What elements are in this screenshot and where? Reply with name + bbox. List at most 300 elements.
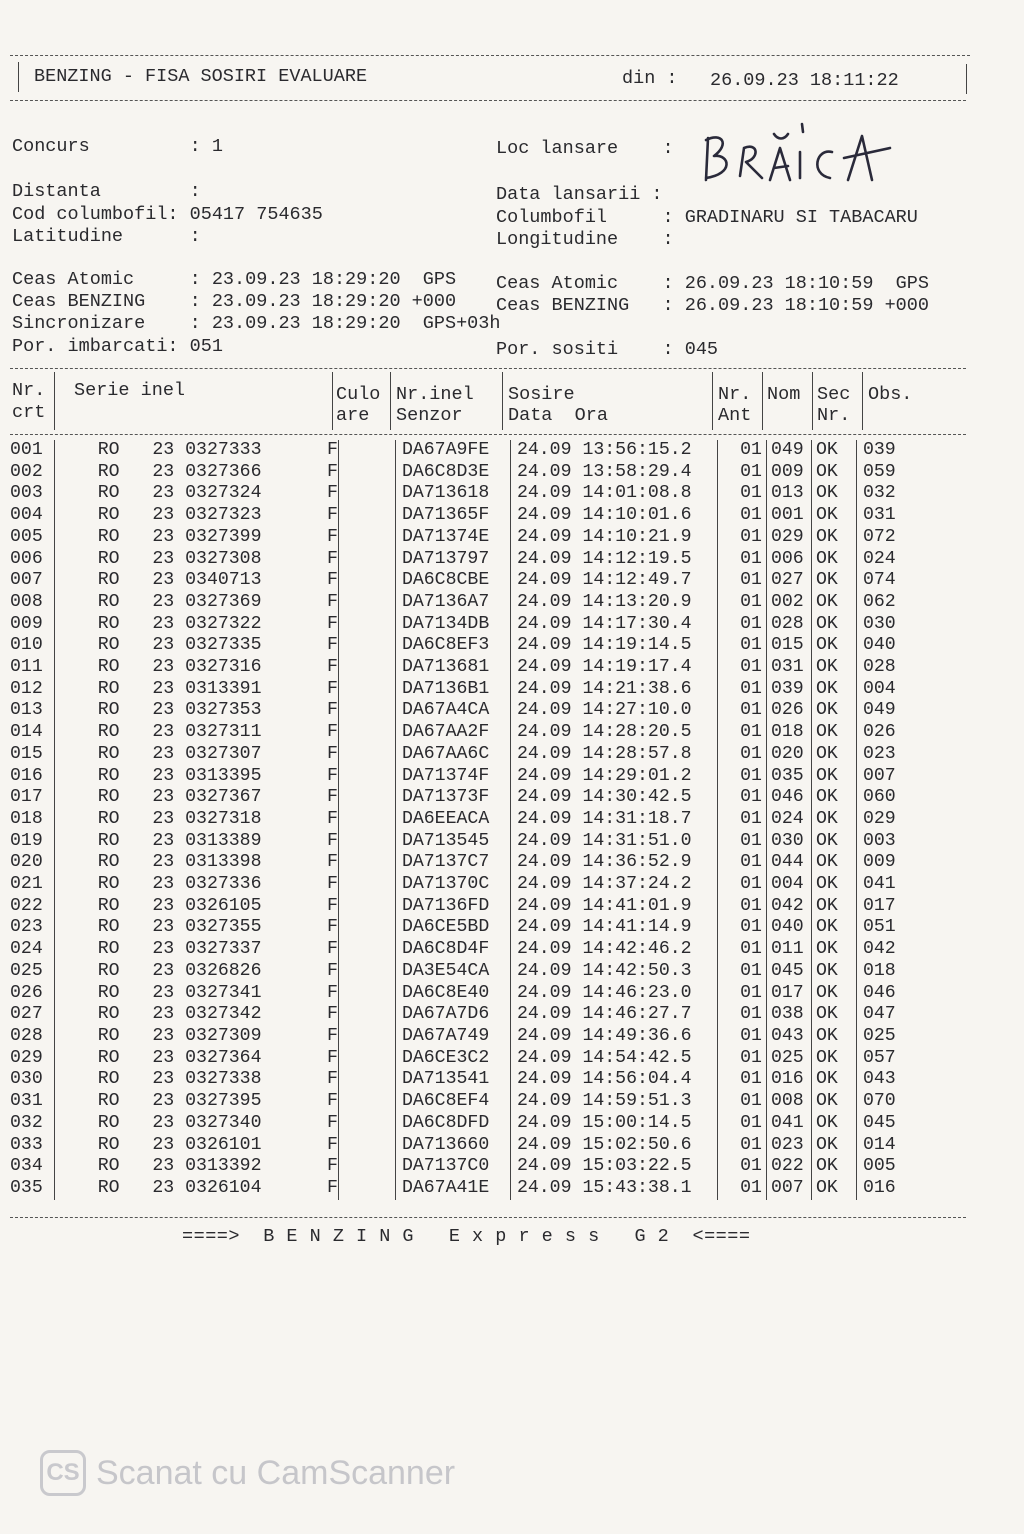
- row-tara: RO: [97, 613, 120, 634]
- row-sec: OK: [811, 917, 856, 939]
- row-culoare: [338, 744, 395, 766]
- row-nom: 029: [766, 527, 811, 549]
- row-ora: 14:12:19.5: [582, 548, 692, 569]
- table-bottom-border: [10, 1217, 966, 1218]
- row-nr: 017: [10, 787, 43, 808]
- row-data: 24.09: [516, 1156, 572, 1177]
- row-serie-inel: [65, 1178, 338, 1200]
- row-ant: 01: [717, 657, 766, 679]
- row-nr: 023: [10, 917, 43, 938]
- row-ant: 01: [717, 614, 766, 636]
- row-ant: 01: [717, 505, 766, 527]
- row-data: 24.09: [516, 960, 572, 981]
- row-data: 24.09: [516, 1091, 572, 1112]
- row-data: 24.09: [516, 635, 572, 656]
- row-ora: 14:19:17.4: [582, 657, 692, 678]
- table-row: [10, 809, 923, 831]
- row-data: 24.09: [516, 939, 572, 960]
- row-culoare: [338, 831, 395, 853]
- row-serie-inel: [65, 505, 338, 527]
- row-senzor: DA71374E: [395, 527, 510, 549]
- row-ant: 01: [717, 635, 766, 657]
- row-obs: 074: [856, 570, 923, 592]
- row-sex: F: [327, 765, 338, 786]
- col-nr-inel: Nr.inel: [396, 384, 474, 405]
- row-inel: 0327338: [185, 1069, 262, 1090]
- row-tara: RO: [97, 657, 120, 678]
- row-nom: 020: [766, 744, 811, 766]
- row-senzor: DA67A41E: [395, 1178, 510, 1200]
- camscanner-logo-icon: CS: [40, 1450, 86, 1496]
- row-tara: RO: [97, 874, 120, 895]
- row-sex: F: [327, 678, 338, 699]
- row-nom: 007: [766, 1178, 811, 1200]
- row-sosire: [510, 787, 717, 809]
- row-senzor: DA713681: [395, 657, 510, 679]
- row-culoare: [338, 505, 395, 527]
- row-nom: 040: [766, 917, 811, 939]
- row-obs: 051: [856, 917, 923, 939]
- row-inel: 0326101: [185, 1134, 262, 1155]
- row-obs: 023: [856, 744, 923, 766]
- row-ant: 01: [717, 700, 766, 722]
- row-data: 24.09: [516, 1134, 572, 1155]
- row-sex: F: [327, 505, 338, 526]
- row-sep: [55, 549, 66, 571]
- row-obs: 045: [856, 1113, 923, 1135]
- col-nr-ant-top: Nr.: [718, 384, 752, 405]
- row-an: 23: [152, 1025, 175, 1046]
- row-sex: F: [327, 895, 338, 916]
- row-sec: OK: [811, 549, 856, 571]
- row-ant: 01: [717, 1091, 766, 1113]
- header-sep-8: [862, 372, 863, 430]
- row-ora: 14:42:46.2: [582, 939, 692, 960]
- row-inel: 0327323: [185, 505, 262, 526]
- row-sec: OK: [811, 852, 856, 874]
- row-an: 23: [152, 917, 175, 938]
- row-sec: OK: [811, 961, 856, 983]
- row-senzor: DA713797: [395, 549, 510, 571]
- row-sec: OK: [811, 700, 856, 722]
- header-sep-3: [390, 372, 391, 430]
- row-inel: 0327399: [185, 526, 262, 547]
- col-crt: crt: [12, 402, 46, 423]
- row-sep: [55, 1113, 66, 1135]
- row-obs: 047: [856, 1004, 923, 1026]
- row-obs: 009: [856, 852, 923, 874]
- row-tara: RO: [97, 960, 120, 981]
- row-data: 24.09: [516, 461, 572, 482]
- row-nom: 031: [766, 657, 811, 679]
- row-obs: 072: [856, 527, 923, 549]
- row-an: 23: [152, 765, 175, 786]
- row-ant: 01: [717, 831, 766, 853]
- row-sep: [55, 787, 66, 809]
- columbofil-line: Columbofil : GRADINARU SI TABACARU: [496, 207, 918, 228]
- table-row: [10, 679, 923, 701]
- row-data: 24.09: [516, 570, 572, 591]
- distanta-line: Distanta :: [12, 181, 201, 202]
- row-sep: [55, 505, 66, 527]
- row-nom: 001: [766, 505, 811, 527]
- row-data: 24.09: [516, 722, 572, 743]
- row-sep: [55, 1156, 66, 1178]
- table-row: [10, 527, 923, 549]
- row-sex: F: [327, 440, 338, 460]
- row-tara: RO: [97, 461, 120, 482]
- row-sosire: [510, 570, 717, 592]
- row-nom: 004: [766, 874, 811, 896]
- row-sex: F: [327, 591, 338, 612]
- table-row: [10, 614, 923, 636]
- row-serie-inel: [65, 1048, 338, 1070]
- row-sex: F: [327, 635, 338, 656]
- row-sosire: [510, 462, 717, 484]
- row-tara: RO: [97, 526, 120, 547]
- row-senzor: DA713660: [395, 1135, 510, 1157]
- row-an: 23: [152, 1004, 175, 1025]
- row-obs: 043: [856, 1069, 923, 1091]
- row-serie-inel: [65, 983, 338, 1005]
- row-culoare: [338, 635, 395, 657]
- row-data: 24.09: [516, 787, 572, 808]
- row-culoare: [338, 592, 395, 614]
- data-lansarii-line: Data lansarii :: [496, 184, 663, 205]
- row-ant: 01: [717, 1178, 766, 1200]
- row-obs: 046: [856, 983, 923, 1005]
- row-tara: RO: [97, 635, 120, 656]
- row-nom: 015: [766, 635, 811, 657]
- row-sex: F: [327, 570, 338, 591]
- row-ant: 01: [717, 440, 766, 462]
- row-inel: 0327340: [185, 1112, 262, 1133]
- row-nom: 046: [766, 787, 811, 809]
- row-ant: 01: [717, 787, 766, 809]
- row-ora: 14:59:51.3: [582, 1091, 692, 1112]
- row-nr: 025: [10, 960, 43, 981]
- row-tara: RO: [97, 591, 120, 612]
- row-sec: OK: [811, 722, 856, 744]
- row-nom: 028: [766, 614, 811, 636]
- row-serie-inel: [65, 1004, 338, 1026]
- table-row: [10, 1156, 923, 1178]
- row-an: 23: [152, 440, 175, 460]
- row-ora: 13:56:15.2: [582, 440, 692, 460]
- row-an: 23: [152, 1177, 175, 1198]
- row-sosire: [510, 874, 717, 896]
- row-serie-inel: [65, 852, 338, 874]
- row-data: 24.09: [516, 765, 572, 786]
- row-senzor: DA67A9FE: [395, 440, 510, 462]
- row-sosire: [510, 1135, 717, 1157]
- row-inel: 0340713: [185, 570, 262, 591]
- row-sec: OK: [811, 1178, 856, 1200]
- row-sep: [55, 700, 66, 722]
- row-data: 24.09: [516, 548, 572, 569]
- row-tara: RO: [97, 678, 120, 699]
- row-ora: 14:28:57.8: [582, 743, 692, 764]
- row-ora: 15:02:50.6: [582, 1134, 692, 1155]
- row-senzor: DA6C8CBE: [395, 570, 510, 592]
- row-sosire: [510, 1026, 717, 1048]
- row-nr: 027: [10, 1004, 43, 1025]
- row-nr: 028: [10, 1025, 43, 1046]
- row-ora: 14:31:18.7: [582, 808, 692, 829]
- row-culoare: [338, 983, 395, 1005]
- row-serie-inel: [65, 874, 338, 896]
- row-inel: 0327341: [185, 982, 262, 1003]
- row-an: 23: [152, 722, 175, 743]
- row-inel: 0327342: [185, 1004, 262, 1025]
- row-data: 24.09: [516, 1004, 572, 1025]
- cod-columbofil-line: Cod columbofil: 05417 754635: [12, 204, 323, 225]
- row-sosire: [510, 700, 717, 722]
- row-serie-inel: [65, 917, 338, 939]
- row-serie-inel: [65, 766, 338, 788]
- row-sex: F: [327, 830, 338, 851]
- row-nr: 011: [10, 657, 43, 678]
- col-nr: Nr.: [12, 380, 46, 401]
- row-nom: 045: [766, 961, 811, 983]
- row-nr: 007: [10, 570, 43, 591]
- col-nom: Nom: [767, 384, 801, 405]
- por-imbarcati-line: Por. imbarcati: 051: [12, 336, 223, 357]
- row-sep: [55, 1069, 66, 1091]
- row-sep: [55, 961, 66, 983]
- row-tara: RO: [97, 1177, 120, 1198]
- row-sep: [55, 831, 66, 853]
- title-right-border: [966, 64, 967, 94]
- row-an: 23: [152, 743, 175, 764]
- row-sep: [55, 809, 66, 831]
- row-an: 23: [152, 830, 175, 851]
- row-sex: F: [327, 700, 338, 721]
- row-inel: 0327308: [185, 548, 262, 569]
- row-sep: [55, 939, 66, 961]
- row-an: 23: [152, 895, 175, 916]
- row-senzor: DA7136B1: [395, 679, 510, 701]
- row-senzor: DA6EEACA: [395, 809, 510, 831]
- row-sosire: [510, 1091, 717, 1113]
- row-serie-inel: [65, 722, 338, 744]
- row-culoare: [338, 809, 395, 831]
- row-nom: 016: [766, 1069, 811, 1091]
- row-sosire: [510, 809, 717, 831]
- row-sex: F: [327, 548, 338, 569]
- row-obs: 018: [856, 961, 923, 983]
- row-sec: OK: [811, 527, 856, 549]
- row-senzor: DA6C8DFD: [395, 1113, 510, 1135]
- sincronizare-line: Sincronizare : 23.09.23 18:29:20 GPS+03h: [12, 313, 501, 334]
- row-nr: 030: [10, 1069, 43, 1090]
- row-nom: 030: [766, 831, 811, 853]
- row-an: 23: [152, 678, 175, 699]
- row-data: 24.09: [516, 874, 572, 895]
- row-ora: 14:12:49.7: [582, 570, 692, 591]
- row-data: 24.09: [516, 657, 572, 678]
- row-tara: RO: [97, 1156, 120, 1177]
- header-sep-5: [712, 372, 713, 430]
- row-nr: 033: [10, 1134, 43, 1155]
- header-sep-6: [762, 372, 763, 430]
- row-culoare: [338, 1026, 395, 1048]
- row-serie-inel: [65, 614, 338, 636]
- row-sosire: [510, 896, 717, 918]
- row-data: 24.09: [516, 678, 572, 699]
- row-sec: OK: [811, 787, 856, 809]
- row-inel: 0327336: [185, 874, 262, 895]
- row-sep: [55, 570, 66, 592]
- table-row: [10, 440, 923, 462]
- row-obs: 029: [856, 809, 923, 831]
- row-ant: 01: [717, 917, 766, 939]
- row-senzor: DA7136A7: [395, 592, 510, 614]
- row-inel: 0313398: [185, 852, 262, 873]
- row-sosire: [510, 917, 717, 939]
- row-inel: 0327364: [185, 1047, 262, 1068]
- row-sec: OK: [811, 570, 856, 592]
- row-nr: 008: [10, 591, 43, 612]
- header-sep-7: [812, 372, 813, 430]
- longitudine-line: Longitudine :: [496, 229, 674, 250]
- row-ora: 14:46:27.7: [582, 1004, 692, 1025]
- row-culoare: [338, 1048, 395, 1070]
- row-sosire: [510, 1156, 717, 1178]
- row-ora: 15:00:14.5: [582, 1112, 692, 1133]
- row-senzor: DA6CE5BD: [395, 917, 510, 939]
- row-sosire: [510, 657, 717, 679]
- row-an: 23: [152, 1112, 175, 1133]
- col-sosire: Sosire: [508, 384, 575, 405]
- row-nom: 025: [766, 1048, 811, 1070]
- row-nr: 010: [10, 635, 43, 656]
- row-data: 24.09: [516, 830, 572, 851]
- row-sep: [55, 1004, 66, 1026]
- row-sosire: [510, 961, 717, 983]
- row-ora: 15:03:22.5: [582, 1156, 692, 1177]
- row-senzor: DA7134DB: [395, 614, 510, 636]
- row-sosire: [510, 635, 717, 657]
- row-senzor: DA6C8E40: [395, 983, 510, 1005]
- row-nom: 035: [766, 766, 811, 788]
- row-sosire: [510, 1113, 717, 1135]
- row-sec: OK: [811, 440, 856, 462]
- row-inel: 0326826: [185, 960, 262, 981]
- row-tara: RO: [97, 1069, 120, 1090]
- row-inel: 0327322: [185, 613, 262, 634]
- row-tara: RO: [97, 895, 120, 916]
- row-obs: 028: [856, 657, 923, 679]
- col-senzor: Senzor: [396, 405, 463, 426]
- row-sosire: [510, 614, 717, 636]
- row-culoare: [338, 722, 395, 744]
- row-sec: OK: [811, 1135, 856, 1157]
- row-obs: 030: [856, 614, 923, 636]
- row-nom: 011: [766, 939, 811, 961]
- row-inel: 0327369: [185, 591, 262, 612]
- table-row: [10, 1004, 923, 1026]
- table-row: [10, 766, 923, 788]
- row-sec: OK: [811, 1048, 856, 1070]
- row-senzor: DA6C8D3E: [395, 462, 510, 484]
- row-sep: [55, 917, 66, 939]
- row-sec: OK: [811, 939, 856, 961]
- row-ant: 01: [717, 809, 766, 831]
- row-ora: 14:30:42.5: [582, 787, 692, 808]
- row-sosire: [510, 440, 717, 462]
- row-sex: F: [327, 483, 338, 504]
- row-ora: 14:13:20.9: [582, 591, 692, 612]
- row-nom: 013: [766, 483, 811, 505]
- row-tara: RO: [97, 1112, 120, 1133]
- row-culoare: [338, 570, 395, 592]
- row-nr: 032: [10, 1112, 43, 1133]
- col-are: are: [336, 405, 370, 426]
- row-ora: 14:49:36.6: [582, 1025, 692, 1046]
- row-sosire: [510, 744, 717, 766]
- row-an: 23: [152, 852, 175, 873]
- row-an: 23: [152, 657, 175, 678]
- row-sosire: [510, 831, 717, 853]
- row-ant: 01: [717, 896, 766, 918]
- row-ora: 13:58:29.4: [582, 461, 692, 482]
- ceas-benzing-start-line: Ceas BENZING : 23.09.23 18:29:20 +000: [12, 291, 457, 312]
- row-culoare: [338, 462, 395, 484]
- row-tara: RO: [97, 483, 120, 504]
- row-sep: [55, 1091, 66, 1113]
- row-ora: 14:19:14.5: [582, 635, 692, 656]
- title-top-border: [10, 55, 970, 56]
- row-sep: [55, 614, 66, 636]
- row-sec: OK: [811, 614, 856, 636]
- row-senzor: DA67A749: [395, 1026, 510, 1048]
- row-obs: 004: [856, 679, 923, 701]
- row-inel: 0327309: [185, 1025, 262, 1046]
- row-sec: OK: [811, 505, 856, 527]
- row-inel: 0327307: [185, 743, 262, 764]
- row-obs: 024: [856, 549, 923, 571]
- row-ora: 15:43:38.1: [582, 1177, 692, 1198]
- row-nom: 026: [766, 700, 811, 722]
- row-sec: OK: [811, 635, 856, 657]
- loc-lansare-line: Loc lansare :: [496, 138, 674, 159]
- row-sep: [55, 483, 66, 505]
- row-sosire: [510, 1048, 717, 1070]
- row-serie-inel: [65, 787, 338, 809]
- row-sep: [55, 527, 66, 549]
- footer-benzing-express: ====> B E N Z I N G E x p r e s s G 2 <====: [182, 1226, 751, 1247]
- row-data: 24.09: [516, 808, 572, 829]
- row-sec: OK: [811, 744, 856, 766]
- row-tara: RO: [97, 1004, 120, 1025]
- table-row: [10, 505, 923, 527]
- row-serie-inel: [65, 744, 338, 766]
- row-senzor: DA67A4CA: [395, 700, 510, 722]
- row-nom: 044: [766, 852, 811, 874]
- row-serie-inel: [65, 462, 338, 484]
- table-row: [10, 700, 923, 722]
- row-sec: OK: [811, 896, 856, 918]
- row-senzor: DA67A7D6: [395, 1004, 510, 1026]
- row-ant: 01: [717, 483, 766, 505]
- row-nr: 001: [10, 440, 43, 460]
- row-obs: 007: [856, 766, 923, 788]
- row-sex: F: [327, 526, 338, 547]
- row-nom: 042: [766, 896, 811, 918]
- row-nr: 004: [10, 505, 43, 526]
- row-nr: 035: [10, 1177, 43, 1198]
